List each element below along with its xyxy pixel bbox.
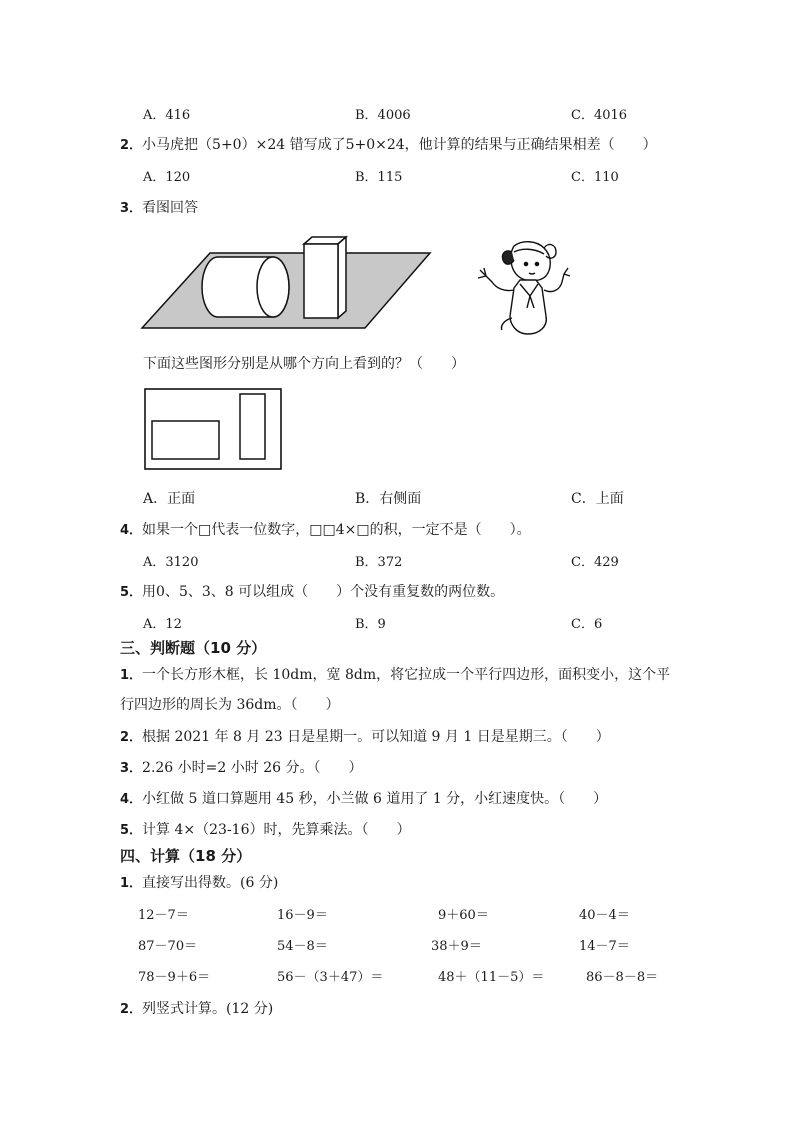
judge-item-5 [120,819,411,839]
judge-item-2-text: 根据 2021 年 8 月 23 日是星期一。可以知道 9 月 1 日是星期三。（ ） [142,729,610,745]
q2-option-c: C．110 [571,170,619,185]
calc-item: 86－8－8＝ [586,970,659,985]
q4-text: 如果一个□代表一位数字，□□4×□的积，一定不是（ ）。 [142,522,531,538]
q5-option-b: B．9 [355,617,386,632]
judge-item-3 [120,757,362,777]
judge-item-2 [120,726,610,746]
judge-item-1-number: 1． [120,668,143,683]
q5-number: 5． [120,585,143,600]
calc-q2-text: 列竖式计算。(12 分) [142,1001,274,1017]
judge-item-5-number: 5． [120,823,143,838]
judge-item-2-number: 2． [120,730,143,745]
calc-item: 12－7＝ [138,908,189,923]
judge-item-3-text: 2.26 小时=2 小时 26 分。（ ） [142,760,363,776]
q4-number: 4． [120,523,143,538]
q1-option-a: A．416 [143,108,191,123]
judge-item-1-line2: 行四边形的周长为 36dm。（ ） [120,697,340,713]
calc-q1-text: 直接写出得数。(6 分) [142,875,279,891]
calc-q2 [120,998,273,1018]
girl-illustration [474,238,574,338]
q3-sub-question: 下面这些图形分别是从哪个方向上看到的？（ ） [143,356,465,372]
calc-q2-number: 2． [120,1002,143,1017]
q1-option-b: B．4006 [355,108,411,123]
q3-number: 3． [120,201,143,216]
q2-question [120,134,657,154]
calc-item: 78－9＋6＝ [138,970,211,985]
judge-item-1-text: 一个长方形木框，长 10dm，宽 8dm，将它拉成一个平行四边形，面积变小，这个平 [142,667,671,683]
calc-item: 54－8＝ [277,939,328,954]
q4-question [120,519,531,539]
q3-option-a: A．正面 [143,491,196,507]
calc-item: 56－（3＋47）＝ [277,970,384,985]
q2-text: 小马虎把（5+0）×24 错写成了5+0×24，他计算的结果与正确结果相差（ ） [142,137,657,153]
q2-option-a: A．120 [143,170,191,185]
calc-item: 9＋60＝ [438,908,489,923]
q1-option-c: C．4016 [571,108,628,123]
calc-item: 48＋（11－5）＝ [438,970,545,985]
q3-scene-illustration [140,230,435,330]
q4-option-b: B．372 [355,555,403,570]
calc-q1-number: 1． [120,876,143,891]
section3-title: 三、判断题（10 分） [120,639,267,657]
calc-item: 40－4＝ [579,908,630,923]
q5-text: 用0、5、3、8 可以组成（ ）个没有重复数的两位数。 [142,584,505,600]
calc-item: 16－9＝ [277,908,328,923]
q5-option-c: C．6 [571,617,603,632]
q4-option-a: A．3120 [143,555,199,570]
q2-option-b: B．115 [355,170,403,185]
q3-view-figure [144,388,282,470]
calc-item: 38＋9＝ [431,939,482,954]
judge-item-3-number: 3． [120,761,143,776]
q3-question [120,197,198,217]
judge-item-4 [120,788,607,808]
section4-title: 四、计算（18 分） [120,847,252,865]
q5-option-a: A．12 [143,617,182,632]
judge-item-4-text: 小红做 5 道口算题用 45 秒，小兰做 6 道用了 1 分，小红速度快。（ ） [142,791,608,807]
q3-text: 看图回答 [142,200,199,216]
q3-option-c: C．上面 [571,491,624,507]
q2-number: 2． [120,138,143,153]
q5-question [120,581,504,601]
calc-q1 [120,872,278,892]
judge-item-5-text: 计算 4×（23-16）时，先算乘法。（ ） [142,822,411,838]
judge-item-4-number: 4． [120,792,143,807]
judge-item-1 [120,664,670,684]
q4-option-c: C．429 [571,555,619,570]
calc-item: 14－7＝ [579,939,630,954]
calc-item: 87－70＝ [138,939,198,954]
q3-option-b: B．右侧面 [355,491,422,507]
